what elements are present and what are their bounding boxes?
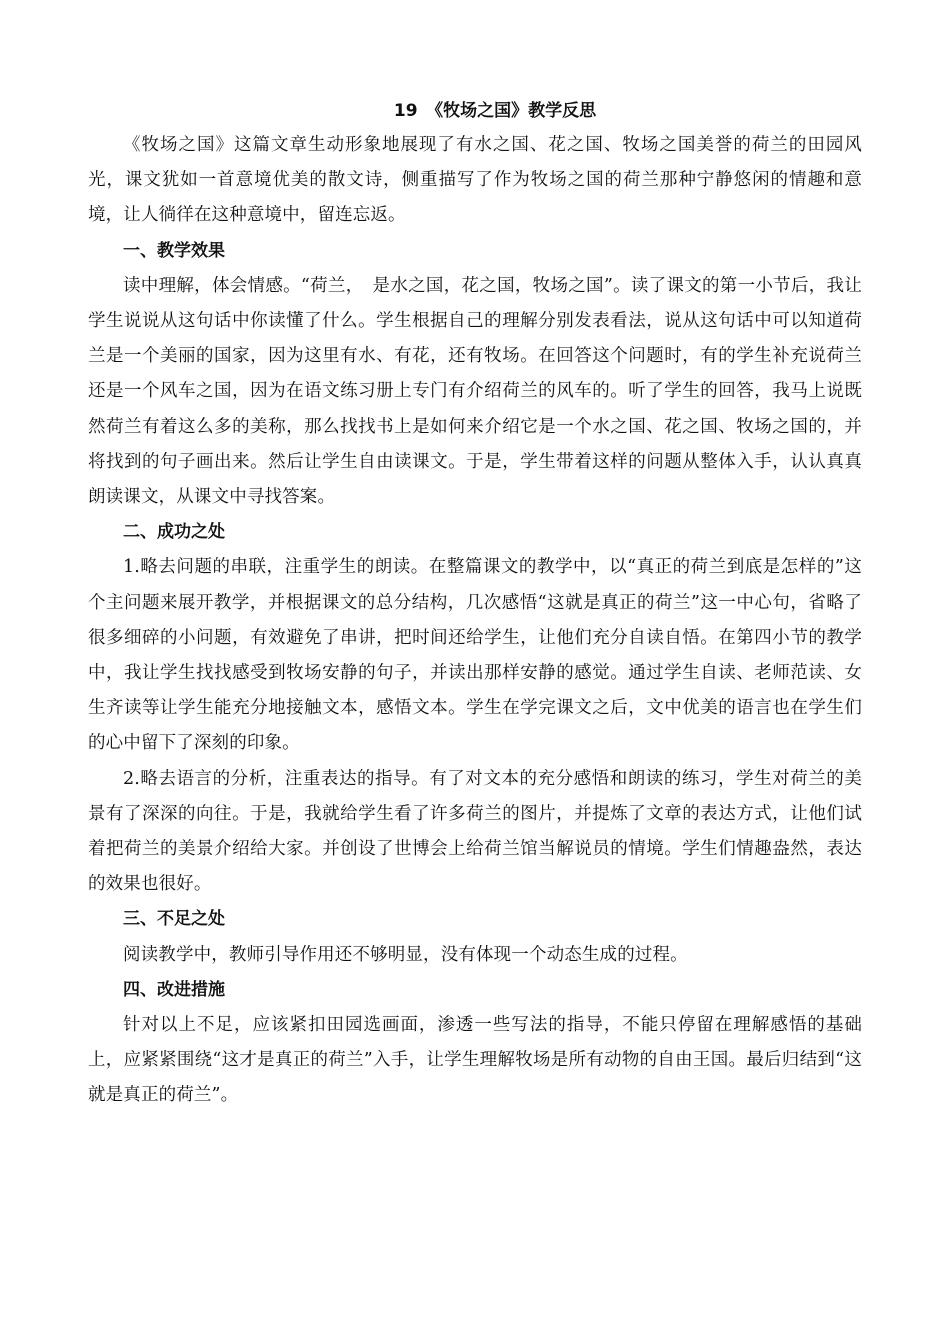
section-paragraph: 读中理解，体会情感。“荷兰， 是水之国，花之国，牧场之国”。读了课文的第一小节后，我让学生说说从这句话中你读懂了什么。学生根据自己的理解分别发表看法，说从这句话中可以知道荷兰是一个美丽的国家，因为这里有水、有花，还有牧场。在回答这个问题时，有的学生补充说荷兰还是一个风车之国，因为在语文练习册上专门有介绍荷兰的风车的。听了学生的回答，我马上说既然荷兰有着这么多的美称，那么找找书上是如何来介绍它是一个水之国、花之国、牧场之国的，并将找到的句子画出来。然后让学生自由读课文。于是，学生带着这样的问题从整体入手，认认真真朗读课文，从课文中寻找答案。: [88, 275, 862, 508]
section-heading-success: 二、成功之处: [123, 522, 225, 543]
document-body: [88, 94, 862, 1114]
section-paragraph: 针对以上不足，应该紧扣田园选画面，渗透一些写法的指导，不能只停留在理解感悟的基础上，应紧紧围绕“这才是真正的荷兰”入手，让学生理解牧场是所有动物的自由王国。最后归结到“这就是真正的荷兰”。: [88, 1015, 862, 1106]
section-heading-improvements: 四、改进措施: [123, 979, 225, 1000]
section-paragraph: 2.略去语言的分析，注重表达的指导。有了对文本的充分感悟和朗读的练习，学生对荷兰的美景有了深深的向往。于是，我就给学生看了许多荷兰的图片，并提炼了文章的表达方式，让他们试着把荷兰的美景介绍给大家。并创设了世博会上给荷兰馆当解说员的情境。学生们情趣盎然，表达的效果也很好。: [88, 768, 862, 895]
section-heading-effect: 一、教学效果: [123, 240, 225, 261]
section-heading-shortcomings: 三、不足之处: [123, 909, 225, 930]
intro-paragraph: 《牧场之国》这篇文章生动形象地展现了有水之国、花之国、牧场之国美誉的荷兰的田园风光，课文犹如一首意境优美的散文诗，侧重描写了作为牧场之国的荷兰那种宁静悠闲的情趣和意境，让人徜徉在这种意境中，留连忘返。: [88, 135, 862, 226]
document-title: 19 《牧场之国》教学反思: [393, 101, 597, 121]
section-paragraph: 阅读教学中，教师引导作用还不够明显，没有体现一个动态生成的过程。: [123, 944, 688, 965]
section-paragraph: 1.略去问题的串联，注重学生的朗读。在整篇课文的教学中，以“真正的荷兰到底是怎样的”这个主问题来展开教学，并根据课文的总分结构，几次感悟“这就是真正的荷兰”这一中心句，省略了很多细碎的小问题，有效避免了串讲，把时间还给学生，让他们充分自读自悟。在第四小节的教学中，我让学生找找感受到牧场安静的句子，并读出那样安静的感觉。通过学生自读、老师范读、女生齐读等让学生能充分地接触文本，感悟文本。学生在学完课文之后，文中优美的语言也在学生们的心中留下了深刻的印象。: [88, 557, 862, 754]
